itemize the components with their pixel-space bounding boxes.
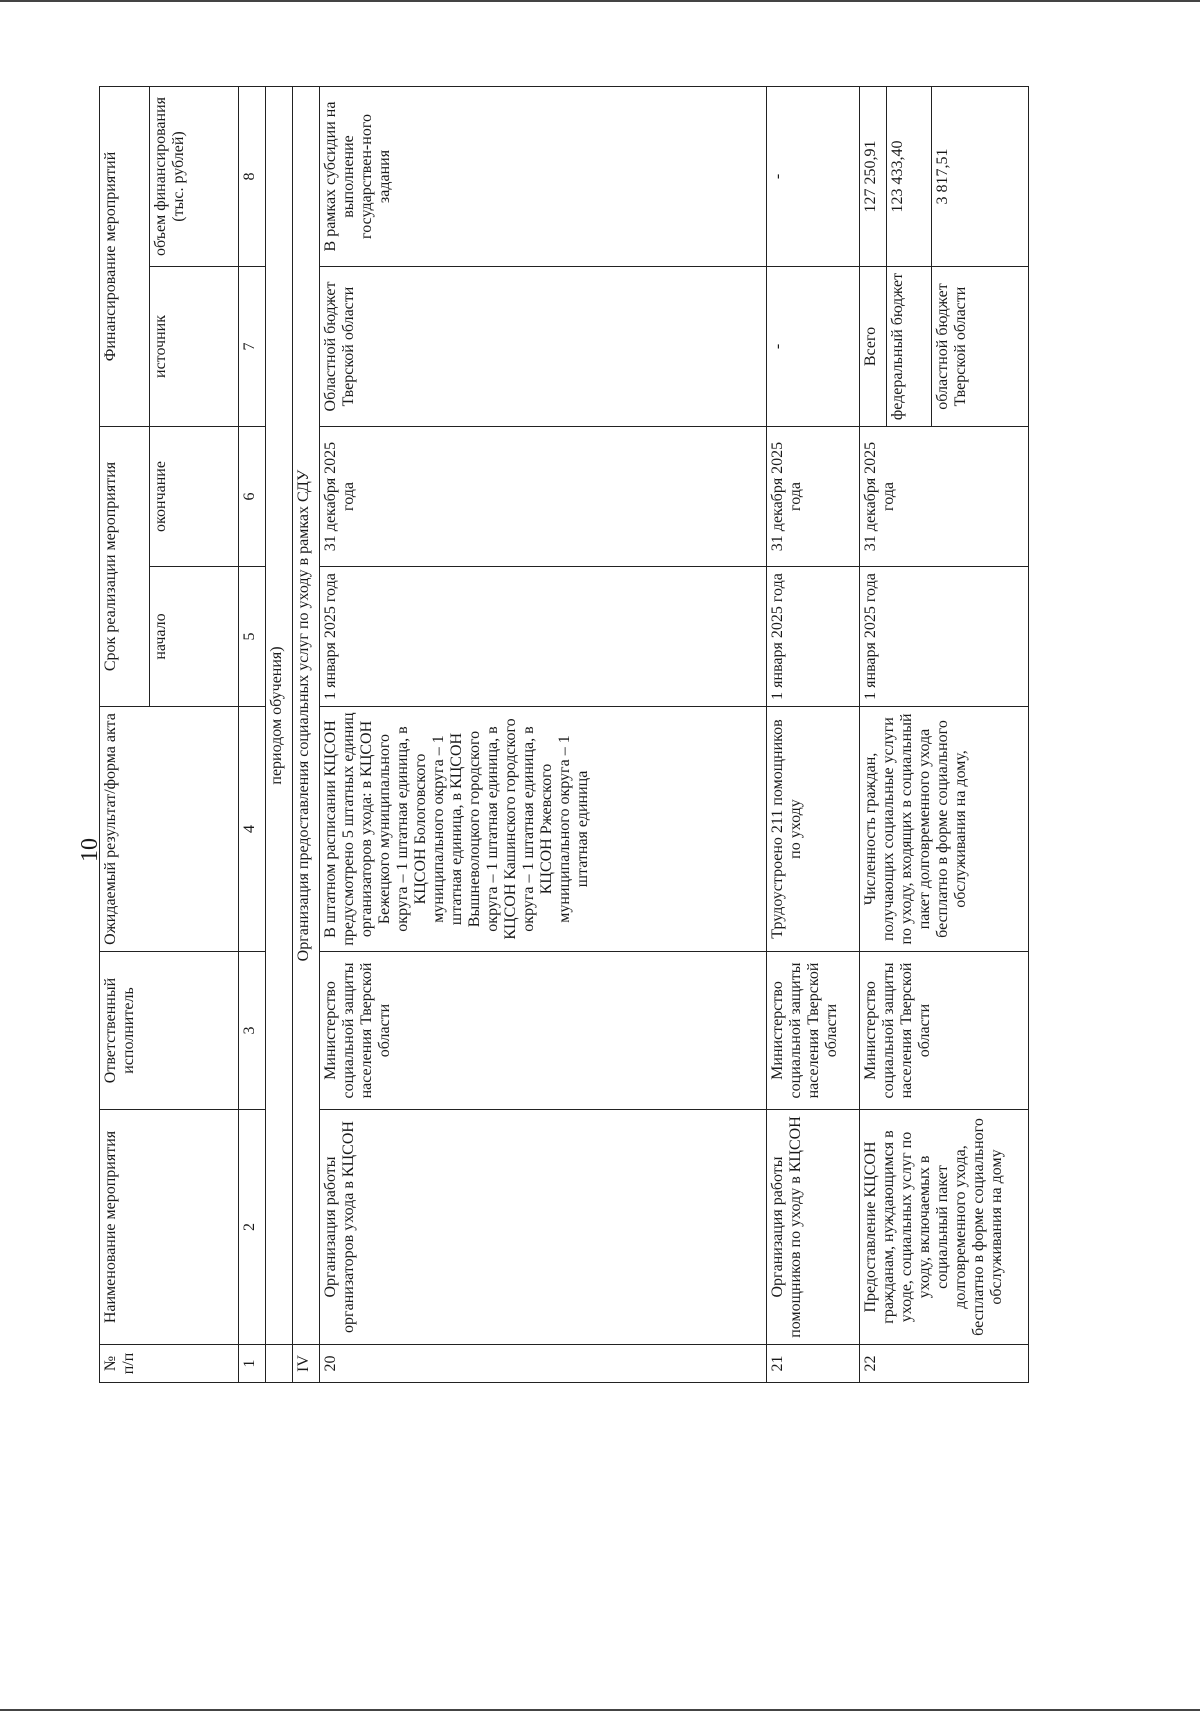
table-row [860,86,887,1382]
row-result: В штатном расписании КЦСОН предусмотрено 5 штатных единиц организаторов ухода: в КЦСОН Бежецкого муниципального округа – 1 штатная единица, в КЦСОН Бологовского муниципального округа – 1 штатная единица, в КЦСОН Вышневолоцкого городского округа – 1 штатная единица, в КЦСОН Кашинского городского округа – 1 штатная единица, в КЦСОН Ржевского муниципального округа – 1 штатная единица [320,707,767,952]
row-fin-volume: 127 250,91 [860,86,887,266]
column-number: 1 [239,1345,266,1383]
row-result: Трудоустроено 211 помощников по уходу [767,707,860,952]
row-result: Численность граждан, получающих социальные услуги по уходу, входящих в социальный пакет долговременного ухода бесплатно в форме социального обслуживания на дому, [860,707,1029,952]
header-fin-source: источник [149,266,238,426]
row-executor: Министерство социальной защиты населения Тверской области [767,952,860,1110]
section-title: Организация предоставления социальных услуг по уходу в рамках СДУ [293,86,320,1344]
row-executor: Министерство социальной защиты населения Тверской области [320,952,767,1110]
continuation-row [266,86,293,1382]
row-number: 21 [767,1345,860,1383]
header-term: Срок реализации мероприятия [100,426,150,706]
column-number: 5 [239,567,266,707]
header-term-start: начало [149,567,238,707]
row-fin-source: Областной бюджет Тверской области [320,266,767,426]
row-fin-volume: - [767,86,860,266]
row-start: 1 января 2025 года [320,567,767,707]
header-row [100,86,150,1382]
row-fin-volume: 123 433,40 [887,86,932,266]
row-fin-source: федеральный бюджет [887,266,932,426]
row-end: 31 декабря 2025 года [767,426,860,566]
row-fin-source: - [767,266,860,426]
header-term-end: окончание [149,426,238,566]
measures-table [99,86,1029,1383]
column-number: 6 [239,426,266,566]
row-fin-source: областной бюджет Тверской области [932,266,1029,426]
continuation-text: периодом обучения) [266,86,293,1344]
row-start: 1 января 2025 года [860,567,1029,707]
row-name: Предоставление КЦСОН гражданам, нуждающимся в уходе, социальных услуг по уходу, включаемых в социальный пакет долговременного ухода, бесплатно в форме социального обслуживания на дому [860,1110,1029,1345]
column-number: 2 [239,1110,266,1345]
table-row [320,86,767,1382]
header-name: Наименование мероприятия [100,1110,239,1345]
column-number: 7 [239,266,266,426]
table-row [767,86,860,1382]
header-result: Ожидаемый результат/форма акта [100,707,239,952]
scan-edge-top [0,0,1200,2]
row-fin-volume: 3 817,51 [932,86,1029,266]
header-num: № п/п [100,1345,239,1383]
header-fin-volume: объем финансирования (тыс. рублей) [149,86,238,266]
page-number: 10 [77,838,103,862]
header-financing: Финансирование мероприятий [100,86,150,426]
row-executor: Министерство социальной защиты населения Тверской области [860,952,1029,1110]
rotated-table-frame [99,87,1029,1383]
row-number: 22 [860,1345,1029,1383]
column-number-row [239,86,266,1382]
row-end: 31 декабря 2025 года [860,426,1029,566]
header-executor: Ответственный исполнитель [100,952,239,1110]
row-start: 1 января 2025 года [767,567,860,707]
row-fin-source: Всего [860,266,887,426]
column-number: 4 [239,707,266,952]
section-number: IV [293,1345,320,1383]
column-number: 8 [239,86,266,266]
row-number: 20 [320,1345,767,1383]
row-end: 31 декабря 2025 года [320,426,767,566]
row-name: Организация работы организаторов ухода в КЦСОН [320,1110,767,1345]
column-number: 3 [239,952,266,1110]
section-row [293,86,320,1382]
row-fin-volume: В рамках субсидии на выполнение государствен-ного задания [320,86,767,266]
row-name: Организация работы помощников по уходу в КЦСОН [767,1110,860,1345]
